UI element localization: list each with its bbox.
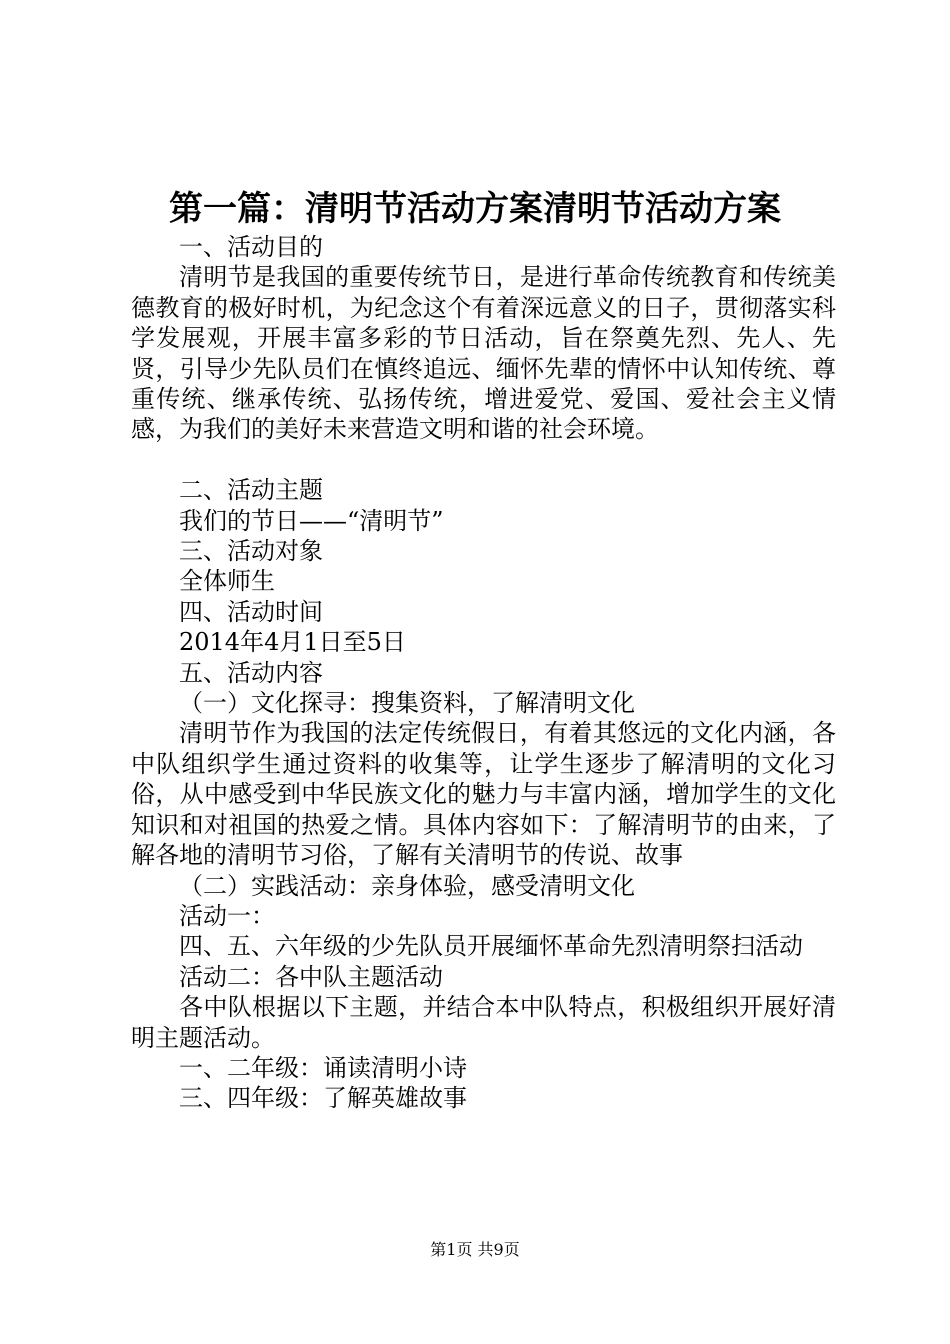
- paragraph: 活动一：: [179, 901, 275, 930]
- document-title: 第一篇：清明节活动方案清明节活动方案: [169, 189, 781, 229]
- paragraph: 四、活动时间: [179, 597, 323, 626]
- paragraph: 清明节是我国的重要传统节日，是进行革命传统教育和传统美德教育的极好时机，为纪念这个有着深远意义的日子，贯彻落实科学发展观，开展丰富多彩的节日活动，旨在祭奠先烈、先人、先贤，引导少先队员们在慎终追远、缅怀先辈的情怀中认知传统、尊重传统、继承传统、弘扬传统，增进爱党、爱国、爱社会主义情感，为我们的美好未来营造文明和谐的社会环境。: [131, 263, 836, 444]
- paragraph: 清明节作为我国的法定传统假日，有着其悠远的文化内涵，各中队组织学生通过资料的收集等，让学生逐步了解清明的文化习俗，从中感受到中华民族文化的魅力与丰富内涵，增加学生的文化知识和对祖国的热爱之情。具体内容如下：了解清明节的由来，了解各地的清明节习俗，了解有关清明节的传说、故事: [131, 719, 836, 870]
- paragraph: 活动二：各中队主题活动: [179, 962, 443, 991]
- paragraph: 一、活动目的: [179, 233, 323, 261]
- paragraph: 我们的节日——“清明节”: [179, 506, 444, 535]
- paragraph: （二）实践活动：亲身体验，感受清明文化: [179, 871, 635, 900]
- paragraph: 五、活动内容: [179, 658, 323, 687]
- paragraph: 四、五、六年级的少先队员开展缅怀革命先烈清明祭扫活动: [179, 932, 803, 961]
- paragraph: 三、四年级：了解英雄故事: [179, 1084, 467, 1113]
- paragraph: 2014年4月1日至5日: [179, 628, 406, 657]
- paragraph: 一、二年级：诵读清明小诗: [179, 1053, 467, 1082]
- blank-line: [131, 445, 836, 475]
- paragraph: 二、活动主题: [179, 476, 323, 505]
- paragraph: （一）文化探寻：搜集资料，了解清明文化: [179, 689, 635, 718]
- paragraph: 全体师生: [179, 567, 275, 596]
- page-footer: 第1页 共9页: [430, 1240, 520, 1259]
- document-body: [131, 232, 836, 1114]
- paragraph: 三、活动对象: [179, 537, 323, 566]
- paragraph: 各中队根据以下主题，并结合本中队特点，积极组织开展好清明主题活动。: [131, 993, 836, 1052]
